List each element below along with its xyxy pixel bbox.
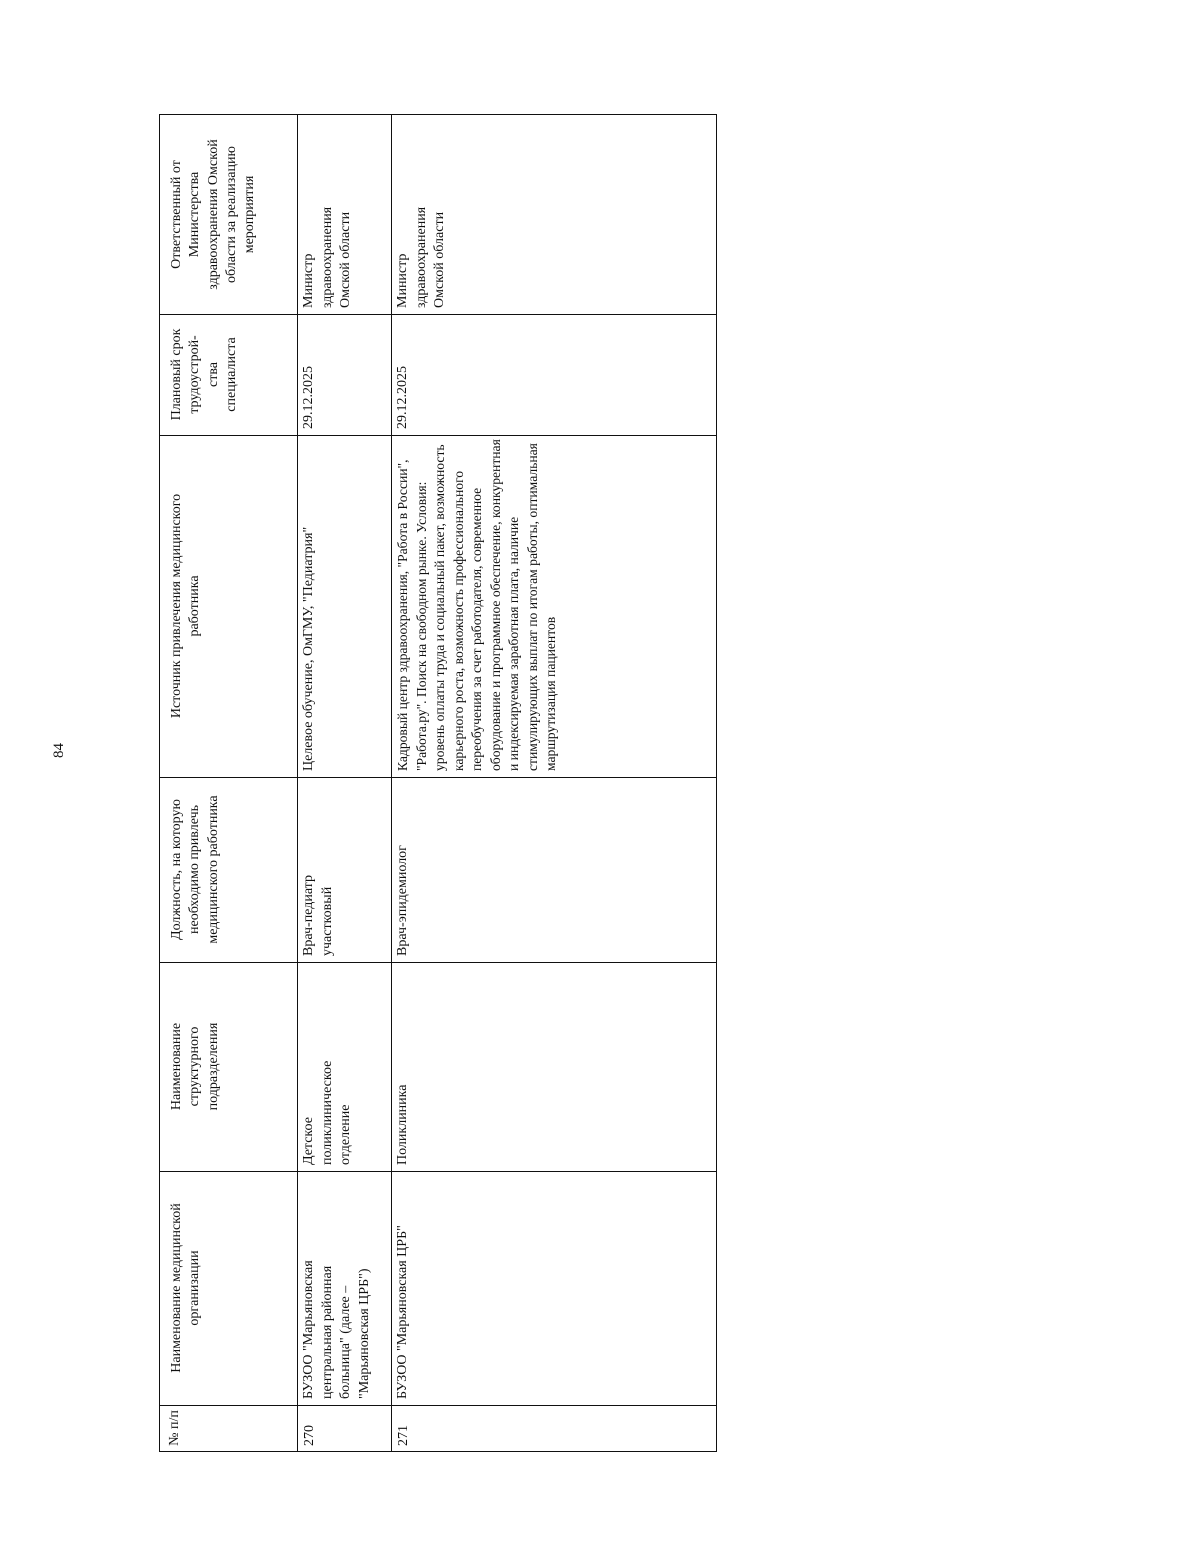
header-unit-cell (160, 962, 297, 1171)
row-270-responsible: Министр здравоохранения Омской области (301, 206, 353, 308)
header-num-cell (160, 1405, 297, 1451)
row-270-org-cell (297, 1171, 391, 1405)
row-271-unit: Поликлиника (395, 1084, 410, 1165)
header-org-cell (160, 1171, 297, 1405)
header-org: Наименование медицинской организации (169, 1203, 203, 1373)
header-source-cell (160, 435, 297, 777)
page-number (49, 738, 69, 762)
header-num: № п/п (167, 1410, 182, 1446)
row-270-num: 270 (302, 1425, 317, 1446)
row-271-deadline: 29.12.2025 (395, 366, 410, 429)
row-271-num-cell (391, 1405, 716, 1451)
row-271-num: 271 (396, 1425, 411, 1446)
row-270-position-cell (297, 777, 391, 962)
header-deadline: Плановый срок трудоустрой-ства специалиста (169, 328, 239, 421)
row-270-position: Врач-педиатр участковый (301, 875, 335, 956)
header-position: Должность, на которую необходимо привлечь медицинского работника (169, 795, 221, 944)
row-270-responsible-cell (297, 115, 391, 314)
row-270-org: БУЗОО "Марьяновская центральная районная больница" (далее – "Марьяновская ЦРБ") (301, 1260, 372, 1399)
rotated-table (159, 114, 717, 1452)
row-270-num-cell (297, 1405, 391, 1451)
row-270-unit: Детское поликлиническое отделение (301, 1060, 353, 1165)
row-271-position-cell (391, 777, 716, 962)
row-270-unit-cell (297, 962, 391, 1171)
header-position-cell (160, 777, 297, 962)
row-270-source: Целевое обучение, ОмГМУ, "Педиатрия" (301, 526, 316, 771)
row-270-deadline-cell (297, 314, 391, 435)
header-responsible: Ответственный от Министерства здравоохранения Омской области за реализацию мероприятия (169, 139, 258, 290)
row-271-responsible: Министр здравоохранения Омской области (395, 206, 447, 308)
row-270-deadline: 29.12.2025 (301, 366, 316, 429)
header-responsible-cell (160, 115, 297, 314)
header-deadline-cell (160, 314, 297, 435)
row-271-unit-cell (391, 962, 716, 1171)
row-270-source-cell (297, 435, 391, 777)
row-271-responsible-cell (391, 115, 716, 314)
row-271-deadline-cell (391, 314, 716, 435)
page-number-text: 84 (50, 742, 67, 758)
row-271-position: Врач-эпидемиолог (395, 845, 410, 956)
row-271-org-cell (391, 1171, 716, 1405)
row-271-org: БУЗОО "Марьяновская ЦРБ" (395, 1225, 410, 1399)
header-unit: Наименование структурного подразделения (169, 1022, 221, 1111)
row-271-source-cell (391, 435, 716, 777)
row-271-source: Кадровый центр здравоохранения, "Работа в России", "Работа.ру". Поиск на свободном рынке. Условия: уровень оплаты труда и социальный пакет, возможность карьерного роста, возможность профессионального переобучения за счет работодателя, современное оборудование и программное обеспечение, конкурентная и индексируемая заработная плата, наличие стимулирующих выплат по итогам работы, оптимальная маршрутизация пациентов (395, 439, 558, 771)
header-source: Источник привлечения медицинского работника (169, 493, 203, 719)
